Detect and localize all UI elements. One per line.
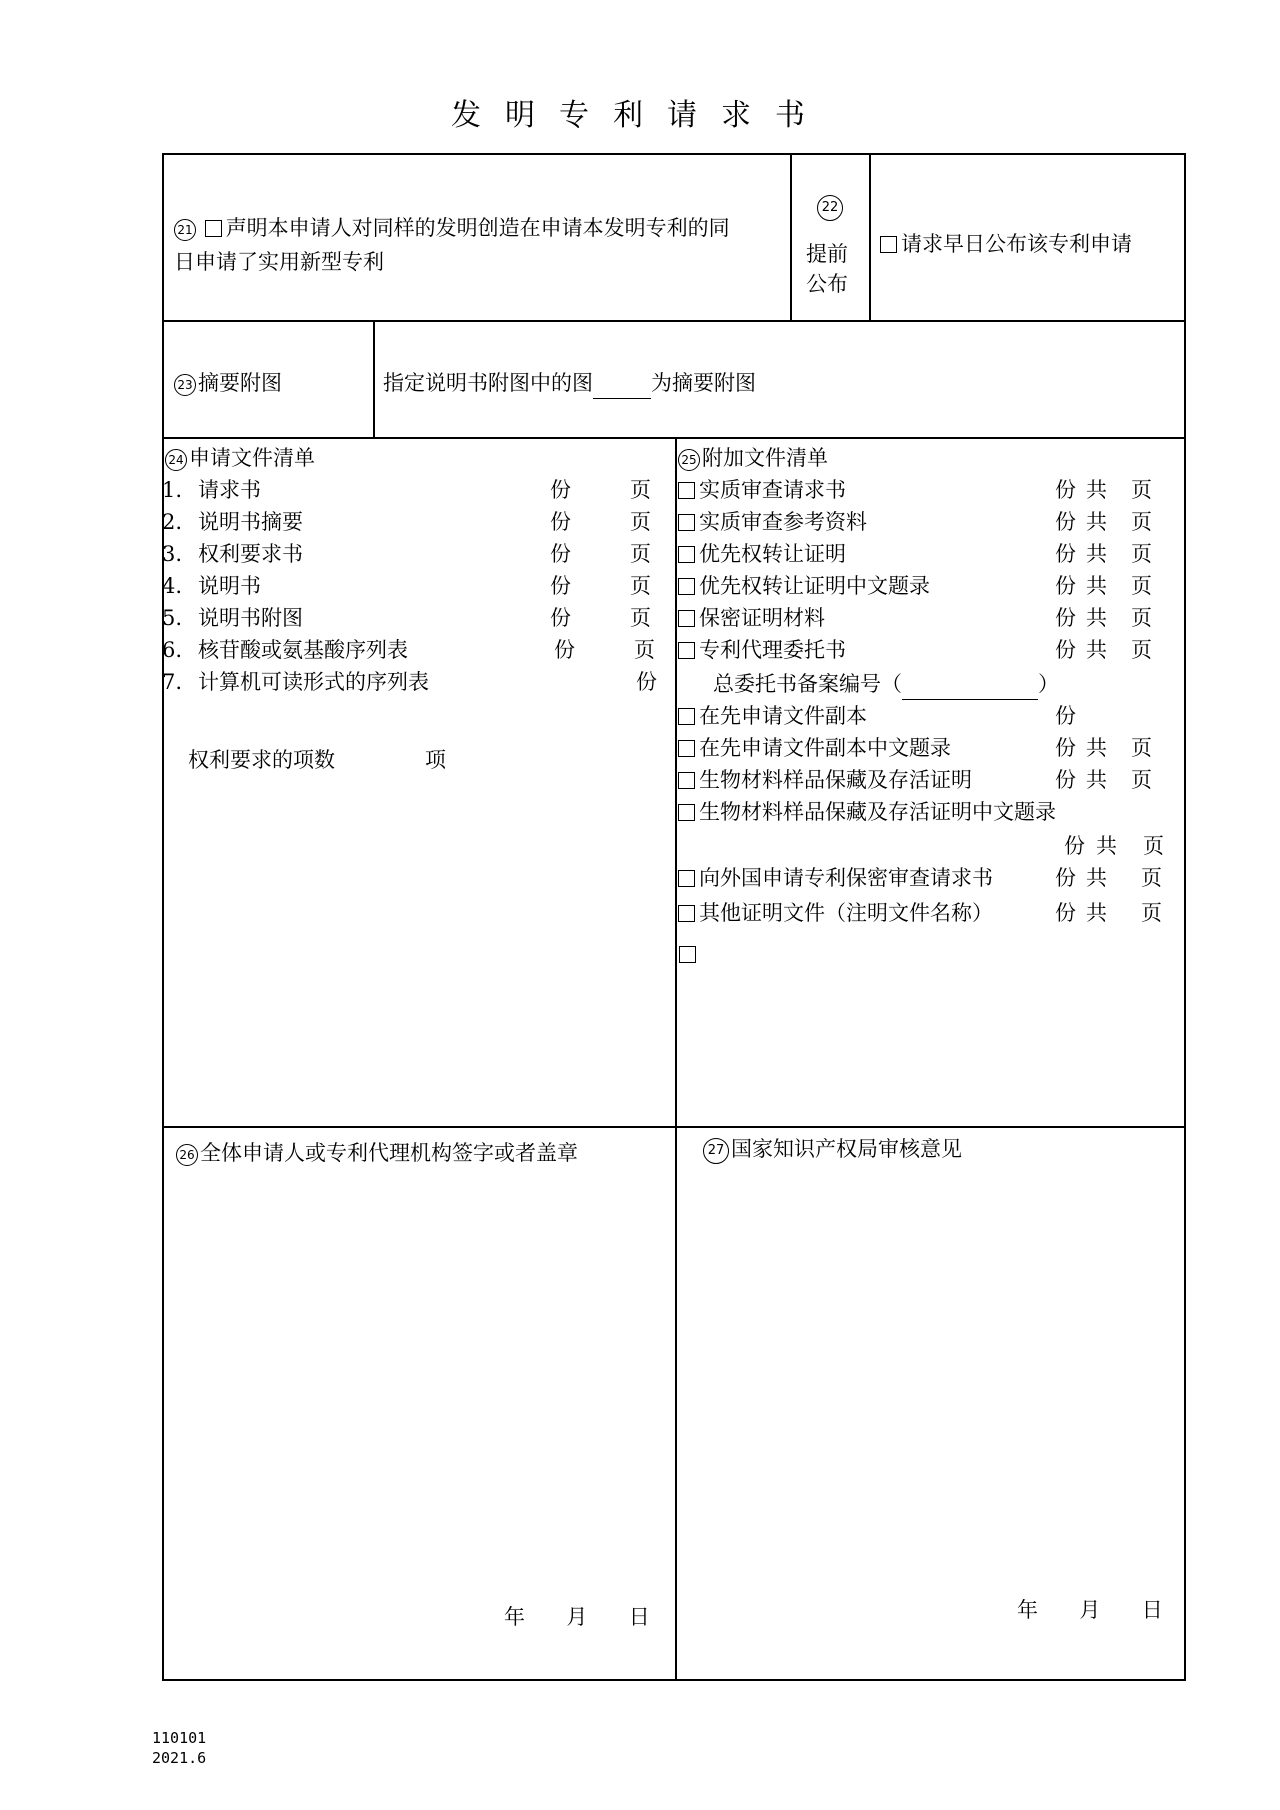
circle-number-22: 22 [817, 195, 843, 221]
additional-doc-checkbox[interactable] [678, 708, 695, 725]
additional-doc-checkbox[interactable] [678, 740, 695, 757]
form-code: 110101 [152, 1729, 207, 1747]
app-doc-number: 5. [162, 606, 183, 630]
additional-doc-ye: 页 [1131, 736, 1152, 760]
additional-doc-checkbox[interactable] [678, 578, 695, 595]
app-doc-ye: 页 [630, 510, 651, 534]
app-doc-ye: 页 [630, 606, 651, 630]
additional-doc-gong: 共 [1086, 901, 1107, 925]
additional-doc-name: 实质审查请求书 [699, 478, 846, 502]
record-number-field[interactable] [902, 673, 1038, 700]
additional-doc-checkbox[interactable] [678, 870, 695, 887]
app-doc-fen: 份 [636, 670, 657, 694]
additional-doc-ye: 页 [1131, 510, 1152, 534]
same-day-utility-checkbox[interactable] [205, 220, 222, 237]
additional-doc-name: 生物材料样品保藏及存活证明 [699, 768, 972, 792]
app-doc-fen: 份 [550, 542, 571, 566]
additional-doc-name: 优先权转让证明 [699, 542, 846, 566]
record-number-label: 总委托书备案编号（ [713, 672, 902, 696]
additional-doc-name: 优先权转让证明中文题录 [699, 574, 930, 598]
signature-label: 全体申请人或专利代理机构签字或者盖章 [200, 1141, 578, 1165]
circle-number-27: 27 [703, 1138, 729, 1164]
additional-doc-row [678, 897, 993, 929]
claims-count-label: 权利要求的项数 [188, 748, 335, 772]
additional-doc-row [678, 796, 1056, 828]
additional-doc-row [678, 506, 867, 538]
app-doc-number: 7. [162, 670, 183, 694]
additional-doc-gong: 共 [1086, 542, 1107, 566]
circle-number-21: 21 [174, 219, 196, 241]
additional-doc-checkbox[interactable] [678, 514, 695, 531]
app-doc-number: 6. [162, 638, 183, 662]
signature-date: 年 月 日 [504, 1605, 650, 1629]
app-doc-name: 计算机可读形式的序列表 [198, 670, 429, 694]
additional-doc-name: 其他证明文件（注明文件名称） [699, 901, 993, 925]
additional-doc-checkbox[interactable] [678, 546, 695, 563]
additional-doc-fen: 份 [1055, 606, 1076, 630]
additional-doc-checkbox[interactable] [678, 482, 695, 499]
additional-doc-row [678, 538, 846, 570]
additional-doc-checkbox[interactable] [678, 804, 695, 821]
app-doc-number: 1. [162, 478, 183, 502]
form-version: 2021.6 [152, 1749, 207, 1767]
app-doc-name: 核苷酸或氨基酸序列表 [198, 638, 408, 662]
office-review-label: 国家知识产权局审核意见 [731, 1137, 962, 1161]
additional-doc-ye: 页 [1141, 866, 1162, 890]
additional-doc-ye: 页 [1131, 574, 1152, 598]
additional-doc-name: 在先申请文件副本中文题录 [699, 736, 951, 760]
additional-doc-fen: 份 [1055, 510, 1076, 534]
additional-doc-row [678, 862, 993, 894]
app-doc-number: 4. [162, 574, 183, 598]
app-doc-fen: 份 [554, 638, 575, 662]
early-publication-label-1: 提前 [806, 242, 848, 266]
claims-count-unit: 项 [425, 748, 446, 772]
additional-doc-row [678, 474, 846, 506]
app-doc-number: 3. [162, 542, 183, 566]
additional-doc-gong: 共 [1086, 768, 1107, 792]
additional-doc-row [678, 602, 825, 634]
additional-doc-gong: 共 [1086, 510, 1107, 534]
app-doc-name: 说明书附图 [198, 606, 303, 630]
bio-cert-ye: 页 [1143, 834, 1164, 858]
additional-doc-gong: 共 [1086, 736, 1107, 760]
bio-cert-fen: 份 [1064, 834, 1085, 858]
additional-doc-gong: 共 [1086, 866, 1107, 890]
additional-doc-name: 实质审查参考资料 [699, 510, 867, 534]
additional-doc-ye: 页 [1131, 768, 1152, 792]
additional-doc-fen: 份 [1055, 542, 1076, 566]
additional-doc-gong: 共 [1086, 606, 1107, 630]
additional-doc-name: 在先申请文件副本 [699, 704, 867, 728]
additional-doc-fen: 份 [1055, 901, 1076, 925]
additional-doc-ye: 页 [1131, 542, 1152, 566]
additional-doc-fen: 份 [1055, 768, 1076, 792]
additional-doc-gong: 共 [1086, 478, 1107, 502]
additional-doc-ye: 页 [1131, 606, 1152, 630]
early-publication-label-2: 公布 [806, 272, 848, 296]
form-title: 发明专利请求书 [451, 98, 829, 133]
early-publication-checkbox[interactable] [880, 236, 897, 253]
app-doc-number: 2. [162, 510, 183, 534]
application-documents-label: 申请文件清单 [189, 446, 315, 470]
app-doc-ye: 页 [630, 542, 651, 566]
additional-doc-name: 专利代理委托书 [699, 638, 846, 662]
additional-doc-row [678, 764, 972, 796]
app-doc-ye: 页 [630, 574, 651, 598]
additional-doc-row [678, 700, 867, 732]
additional-doc-ye: 页 [1141, 901, 1162, 925]
additional-doc-fen: 份 [1055, 736, 1076, 760]
additional-doc-checkbox[interactable] [678, 642, 695, 659]
additional-doc-checkbox[interactable] [678, 610, 695, 627]
record-number-close: ） [1038, 672, 1059, 696]
additional-doc-row [678, 570, 930, 602]
early-publication-option: 请求早日公布该专利申请 [901, 232, 1132, 256]
app-doc-ye: 页 [634, 638, 655, 662]
app-doc-fen: 份 [550, 574, 571, 598]
additional-doc-fen: 份 [1055, 574, 1076, 598]
additional-doc-ye: 页 [1131, 638, 1152, 662]
app-doc-name: 请求书 [198, 478, 261, 502]
abstract-figure-label: 摘要附图 [198, 371, 282, 395]
additional-doc-gong: 共 [1086, 638, 1107, 662]
additional-doc-fen: 份 [1055, 638, 1076, 662]
additional-doc-fen: 份 [1055, 478, 1076, 502]
abstract-figure-text-b: 为摘要附图 [651, 371, 756, 395]
additional-doc-checkbox[interactable] [678, 905, 695, 922]
additional-doc-name: 生物材料样品保藏及存活证明中文题录 [699, 800, 1056, 824]
circle-number-26: 26 [176, 1144, 198, 1166]
abstract-figure-number-field[interactable] [593, 372, 651, 399]
additional-doc-name: 保密证明材料 [699, 606, 825, 630]
additional-doc-fen: 份 [1055, 866, 1076, 890]
other-blank-checkbox[interactable] [679, 946, 696, 963]
additional-documents-label: 附加文件清单 [702, 446, 828, 470]
circle-number-25: 25 [678, 449, 700, 471]
same-day-declaration-text: 声明本申请人对同样的发明创造在申请本发明专利的同 [225, 216, 730, 240]
additional-doc-row [678, 732, 951, 764]
app-doc-name: 说明书摘要 [198, 510, 303, 534]
circle-number-23: 23 [174, 374, 196, 396]
same-day-declaration-text-cont: 日申请了实用新型专利 [174, 250, 384, 274]
app-doc-fen: 份 [550, 606, 571, 630]
additional-doc-name: 向外国申请专利保密审查请求书 [699, 866, 993, 890]
app-doc-ye: 页 [630, 478, 651, 502]
app-doc-fen: 份 [550, 478, 571, 502]
additional-doc-row [678, 634, 846, 666]
additional-doc-ye: 页 [1131, 478, 1152, 502]
app-doc-name: 权利要求书 [198, 542, 303, 566]
additional-doc-gong: 共 [1086, 574, 1107, 598]
abstract-figure-text-a: 指定说明书附图中的图 [383, 371, 593, 395]
additional-doc-checkbox[interactable] [678, 772, 695, 789]
app-doc-fen: 份 [550, 510, 571, 534]
bio-cert-gong: 共 [1096, 834, 1117, 858]
review-date: 年 月 日 [1017, 1598, 1163, 1622]
app-doc-name: 说明书 [198, 574, 261, 598]
circle-number-24: 24 [165, 449, 187, 471]
additional-doc-fen: 份 [1055, 704, 1076, 728]
